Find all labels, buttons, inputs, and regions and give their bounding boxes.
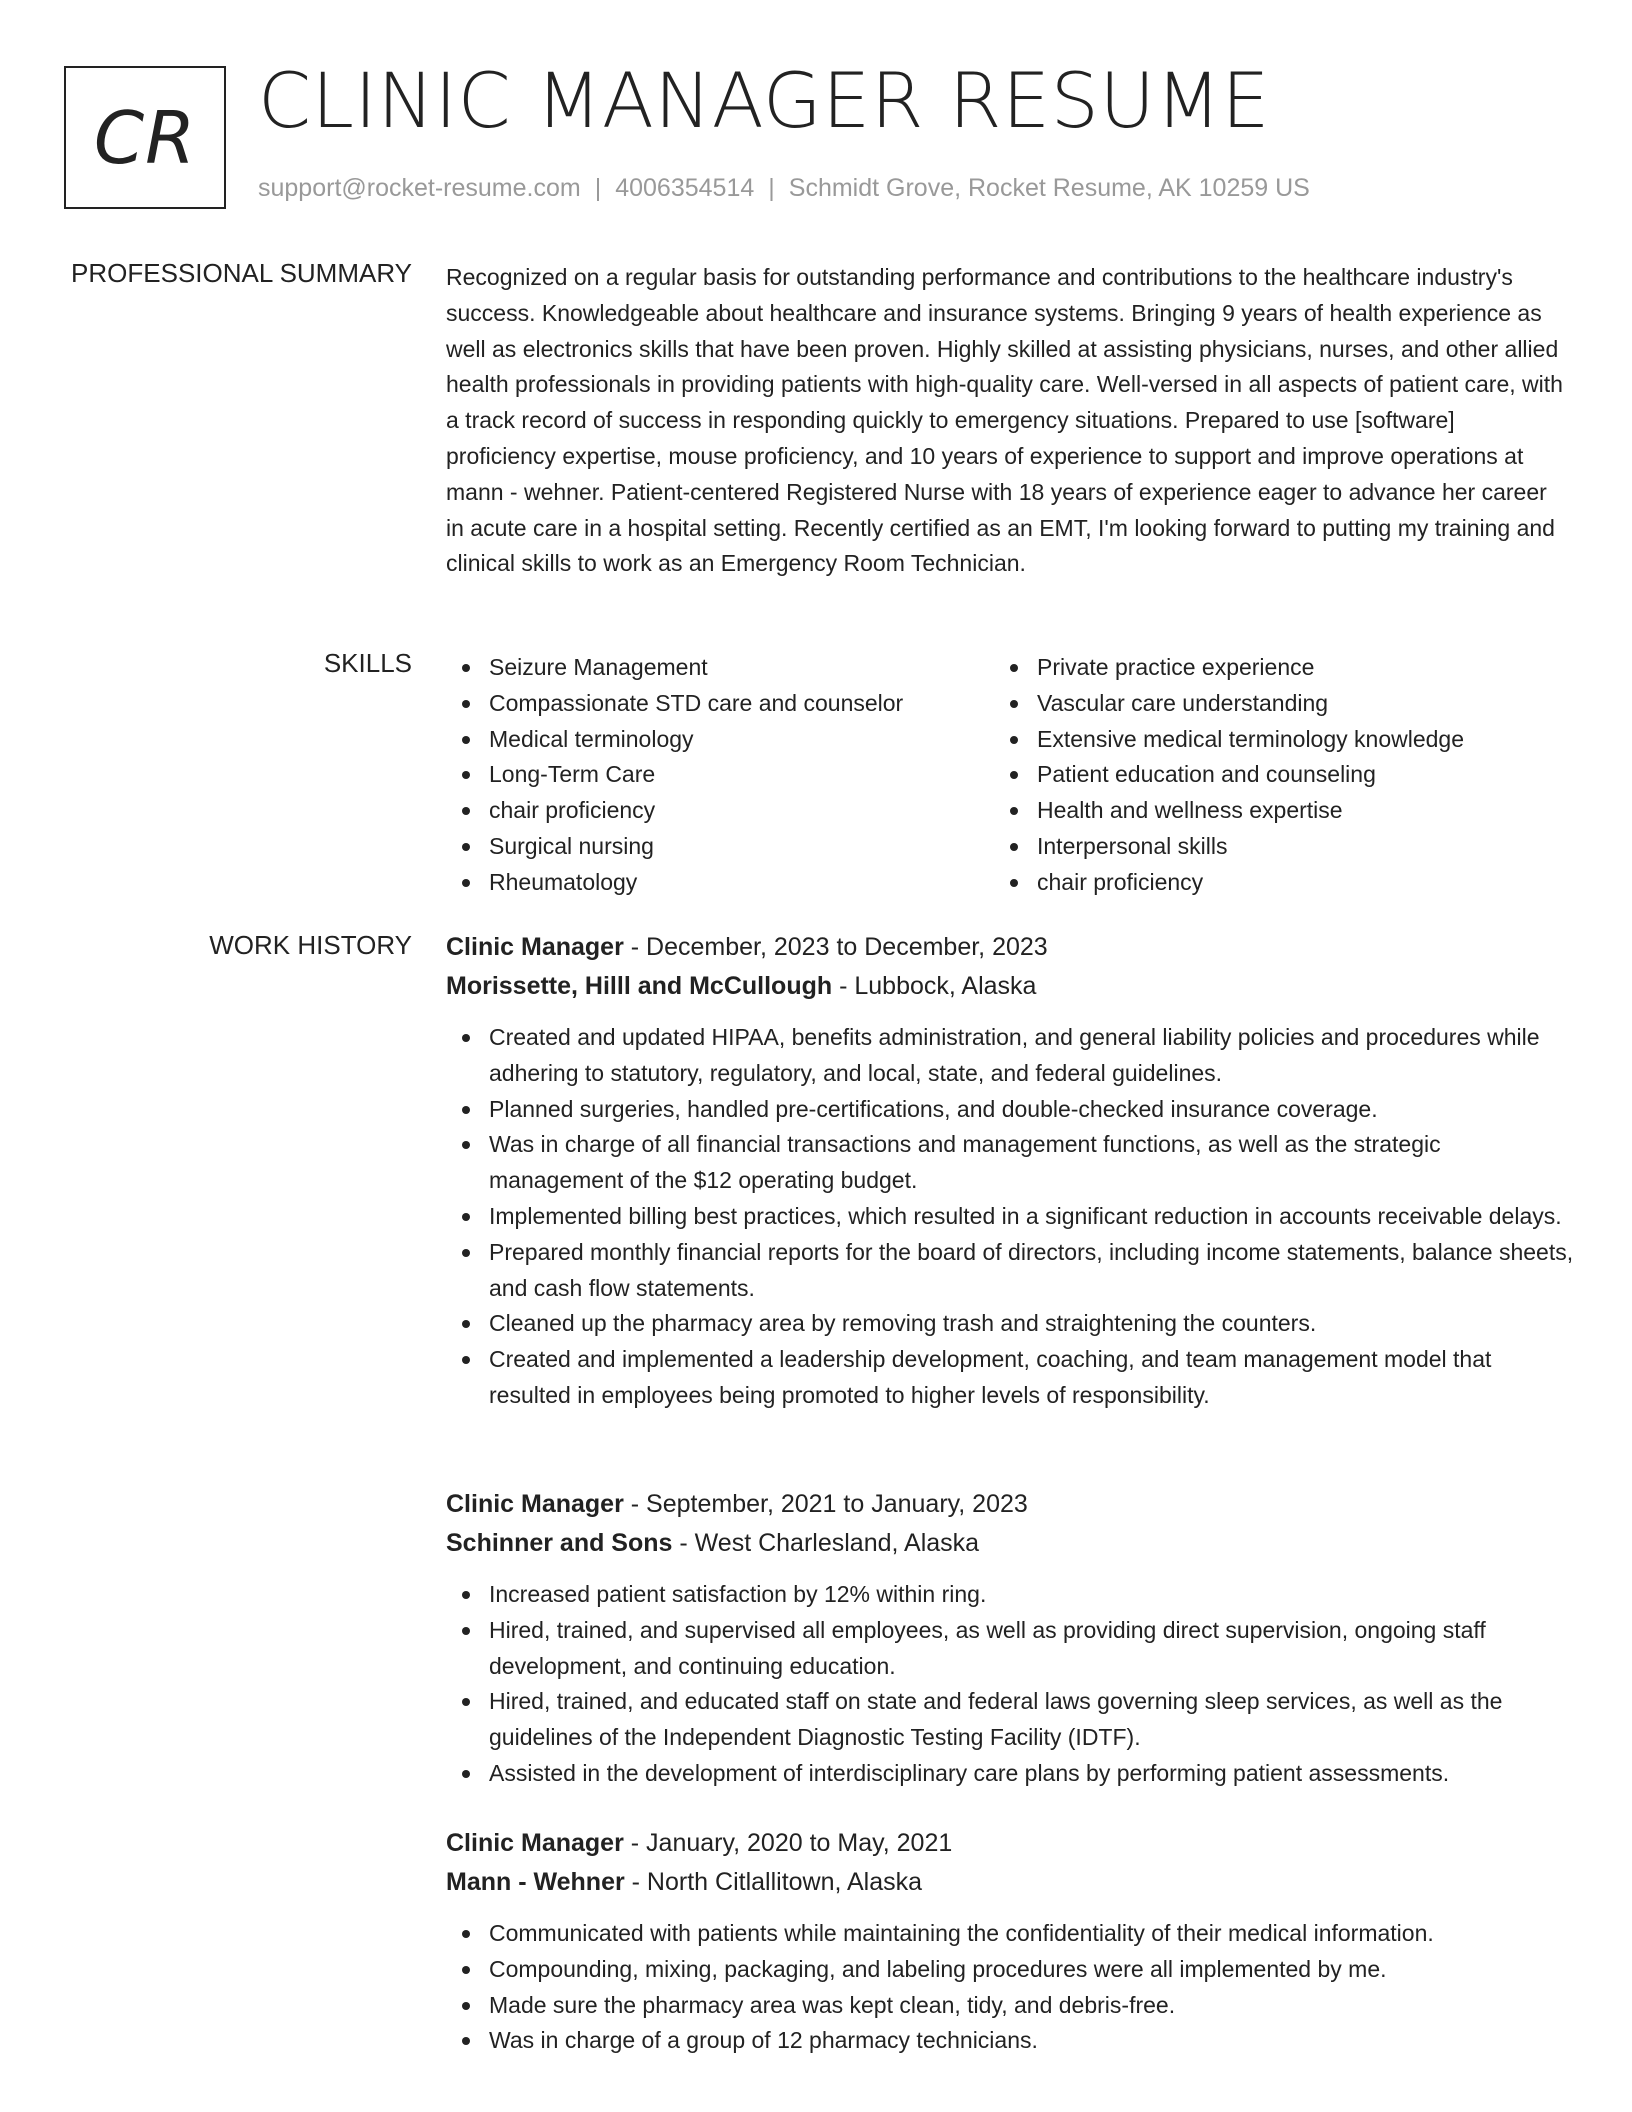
- job-company-line: [446, 1524, 1576, 1563]
- skills-list-left: [446, 650, 994, 901]
- job-bullet: Compounding, mixing, packaging, and labeling procedures were all implemented by me.: [446, 1952, 1576, 1988]
- resume-title: CLINIC MANAGER RESUME: [258, 56, 1271, 145]
- job-company: Mann - Wehner: [446, 1868, 625, 1896]
- job-company: Morissette, Hilll and McCullough: [446, 972, 833, 1000]
- skill-item: Interpersonal skills: [994, 829, 1542, 865]
- skills-list-right: [994, 650, 1542, 901]
- job-bullet: Created and implemented a leadership development, coaching, and team management model that resulted in employees being promoted to higher levels of responsibility.: [446, 1342, 1576, 1414]
- job-company-line: [446, 1863, 1576, 1902]
- job-location: - North Citlallitown, Alaska: [624, 1868, 923, 1896]
- job-bullets: [446, 1916, 1576, 2059]
- job-bullet: Increased patient satisfaction by 12% within ring.: [446, 1577, 1576, 1613]
- job-title-line: [446, 1485, 1576, 1524]
- contact-email: support@rocket-resume.com: [258, 174, 581, 202]
- skill-item: Seizure Management: [446, 650, 994, 686]
- skills-columns: [446, 650, 1566, 901]
- job-bullet: Made sure the pharmacy area was kept clean, tidy, and debris-free.: [446, 1988, 1576, 2024]
- skill-item: chair proficiency: [994, 865, 1542, 901]
- job-dates: - December, 2023 to December, 2023: [623, 933, 1048, 961]
- monogram-initials: CR: [93, 95, 197, 180]
- summary-heading: PROFESSIONAL SUMMARY: [71, 258, 412, 288]
- job-title: Clinic Manager: [446, 933, 624, 961]
- job-bullet: Prepared monthly financial reports for the board of directors, including income statements, balance sheets, and cash flow statements.: [446, 1235, 1576, 1307]
- job-entry: [446, 928, 1576, 1414]
- work-heading: WORK HISTORY: [209, 930, 412, 960]
- job-bullet: Planned surgeries, handled pre-certifications, and double-checked insurance coverage.: [446, 1092, 1576, 1128]
- skill-item: Rheumatology: [446, 865, 994, 901]
- skill-item: Compassionate STD care and counselor: [446, 686, 994, 722]
- skill-item: Long-Term Care: [446, 757, 994, 793]
- job-bullet: Implemented billing best practices, which resulted in a significant reduction in accounts receivable delays.: [446, 1199, 1576, 1235]
- job-entry: [446, 1824, 1576, 2059]
- contact-line: [258, 174, 1310, 203]
- job-company-line: [446, 967, 1576, 1006]
- job-bullet: Communicated with patients while maintaining the confidentiality of their medical information.: [446, 1916, 1576, 1952]
- contact-address: Schmidt Grove, Rocket Resume, AK 10259 US: [788, 174, 1310, 202]
- job-bullet: Hired, trained, and supervised all employees, as well as providing direct supervision, ongoing staff development, and continuing education.: [446, 1613, 1576, 1685]
- skill-item: Surgical nursing: [446, 829, 994, 865]
- job-dates: - September, 2021 to January, 2023: [623, 1490, 1028, 1518]
- job-location: - West Charlesland, Alaska: [672, 1529, 980, 1557]
- contact-separator: |: [768, 174, 775, 202]
- job-dates: - January, 2020 to May, 2021: [623, 1829, 953, 1857]
- job-bullet: Was in charge of all financial transactions and management functions, as well as the strategic management of the $12 operating budget.: [446, 1127, 1576, 1199]
- job-bullet: Assisted in the development of interdisciplinary care plans by performing patient assessments.: [446, 1756, 1576, 1792]
- job-bullets: [446, 1577, 1576, 1792]
- skill-item: chair proficiency: [446, 793, 994, 829]
- contact-separator: |: [594, 174, 602, 202]
- monogram-box: [64, 66, 226, 209]
- job-company: Schinner and Sons: [446, 1529, 673, 1557]
- job-title-line: [446, 928, 1576, 967]
- job-bullets: [446, 1020, 1576, 1414]
- job-entry: [446, 1485, 1576, 1792]
- skill-item: Extensive medical terminology knowledge: [994, 722, 1542, 758]
- job-location: - Lubbock, Alaska: [832, 972, 1037, 1000]
- skill-item: Health and wellness expertise: [994, 793, 1542, 829]
- skills-heading: SKILLS: [323, 648, 412, 678]
- summary-text: Recognized on a regular basis for outstanding performance and contributions to the healthcare industry's success. Knowledgeable about healthcare and insurance systems. Bringing 9 years of health experience as well as electronics skills that have been proven. Highly skilled at assisting physicians, nurses, and other allied health professionals in providing patients with high-quality care. Well-versed in all aspects of patient care, with a track record of success in responding quickly to emergency situations. Prepared to use [software] proficiency expertise, mouse proficiency, and 10 years of experience to support and improve operations at mann - wehner. Patient-centered Registered Nurse with 18 years of experience eager to advance her career in acute care in a hospital setting. Recently certified as an EMT, I'm looking forward to putting my training and clinical skills to work as an Emergency Room Technician.: [446, 264, 1563, 577]
- skill-item: Private practice experience: [994, 650, 1542, 686]
- job-title-line: [446, 1824, 1576, 1863]
- skill-item: Medical terminology: [446, 722, 994, 758]
- job-bullet: Hired, trained, and educated staff on state and federal laws governing sleep services, as well as the guidelines of the Independent Diagnostic Testing Facility (IDTF).: [446, 1684, 1576, 1756]
- job-title: Clinic Manager: [446, 1490, 624, 1518]
- contact-phone: 4006354514: [615, 174, 755, 202]
- job-bullet: Created and updated HIPAA, benefits administration, and general liability policies and procedures while adhering to statutory, regulatory, and local, state, and federal guidelines.: [446, 1020, 1576, 1092]
- job-bullet: Cleaned up the pharmacy area by removing trash and straightening the counters.: [446, 1306, 1576, 1342]
- job-bullet: Was in charge of a group of 12 pharmacy technicians.: [446, 2023, 1576, 2059]
- skill-item: Patient education and counseling: [994, 757, 1542, 793]
- job-title: Clinic Manager: [446, 1829, 624, 1857]
- skill-item: Vascular care understanding: [994, 686, 1542, 722]
